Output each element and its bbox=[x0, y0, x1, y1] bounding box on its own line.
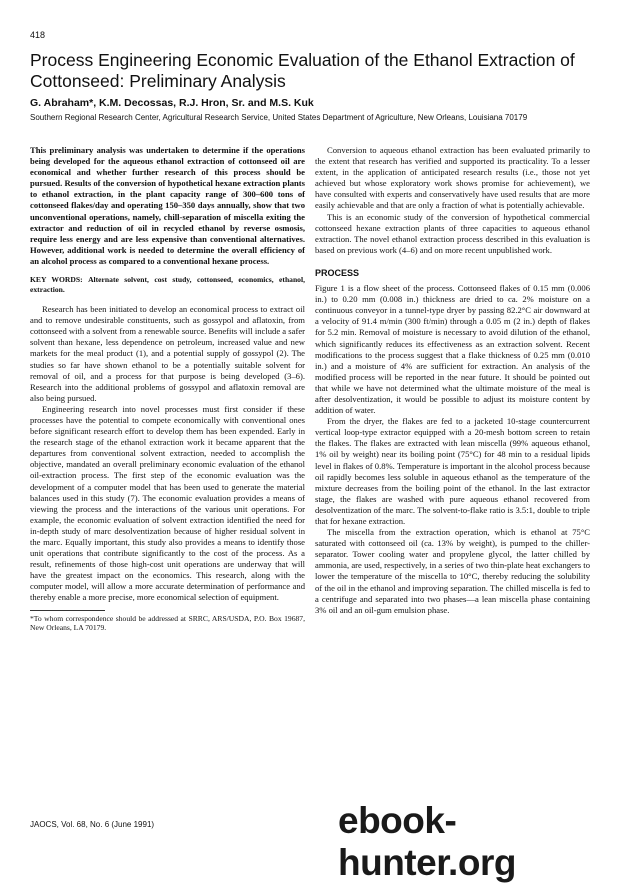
affiliation: Southern Regional Research Center, Agricultural Research Service, United States Department of Agriculture, New Orleans, Louisiana 70179 bbox=[30, 113, 528, 122]
journal-footer: JAOCS, Vol. 68, No. 6 (June 1991) bbox=[30, 820, 155, 829]
author-list: G. Abraham*, K.M. Decossas, R.J. Hron, Sr. and M.S. Kuk bbox=[30, 97, 314, 109]
body-paragraph: Conversion to aqueous ethanol extraction has been evaluated primarily to the extent that research has verified and supported its practicality. To a lesser extent, in the application of anticipated research results (i.e., those not yet achieved but whose exploratory work shows promise for achievement), we have consulted with experts and conservatively have used results that are more easily achievable and that are only a fraction of what is potentially achievable. bbox=[315, 145, 590, 211]
page-number: 418 bbox=[30, 30, 46, 40]
body-paragraph: This is an economic study of the conversion of hypothetical commercial cottonseed hexane extraction plants of three capacities to aqueous ethanol extraction. The novel ethanol extraction process described in this evaluation is based on previous work (4–6) and on more recent unpublished work. bbox=[315, 211, 590, 255]
keywords-label: KEY WORDS: bbox=[30, 275, 83, 285]
keywords-text: Alternate solvent, cost study, cottonseed, economics, ethanol, extraction. bbox=[30, 275, 305, 294]
body-paragraph: Engineering research into novel processes must first consider if these processes have the potential to compete economically with conventional ones before significant research effort to develop them has been expended. Early in the research stage of the ethanol extraction work it became apparent that the departures from conventional solvent extraction, needed to accomplish the objective, mandated an overall preliminary economic evaluation of the ethanol oil-extraction process. The first step of the economic evaluation was the development of a computer model that has been used to generate the material balances used in this study (7). The economic evaluation provides a means of viewing the process and the interactions of the various unit operations. For example, the economic evaluation of solvent extraction identified the need for in-depth study of marc desolventization because of higher residual solvent in the marc. Equally important, this study also provides a means to identify those unit operations that contribute significantly to the cost of the process. As a result, refinements of those high-cost unit operations are underway that will have the greatest impact on the economics. This research, along with the computer model, will allow a more accurate determination of performance and thereby enable a more precise, more economical selection of equipment. bbox=[30, 403, 305, 603]
keywords bbox=[30, 275, 305, 294]
footnote-divider bbox=[30, 610, 105, 611]
body-paragraph: Figure 1 is a flow sheet of the process. Cottonseed flakes of 0.15 mm (0.006 in.) to 0.20 mm (0.008 in.) thickness are dried to ca. 2% moisture on a continuous conveyor in a tunnel-type dryer by passing 82.2°C air downward at a velocity of 91.4 m/min (300 ft/min) through a 0.05 m (2 in.) depth of flakes for 5.2 min. Removal of moisture is necessary to avoid dilution of the ethanol, which significantly reduces its effectiveness as an extraction solvent. Recent modifications to the process suggest that a flake thickness of 0.25 mm (0.010 in.) and a moisture of 4% are sufficient for extraction. An analysis of the modified process will be reported in the near future. It should be pointed out that while we have not determined what the ultimate moisture of the meal is after desolventization, it would be possible to adjust its moisture content by addition of water. bbox=[315, 283, 590, 416]
watermark-text: ebook-hunter.org bbox=[338, 800, 516, 883]
article-title: Process Engineering Economic Evaluation of the Ethanol Extraction of Cottonseed: Preliminary Analysis bbox=[30, 50, 575, 91]
left-column bbox=[30, 145, 305, 633]
correspondence-footnote: *To whom correspondence should be addressed at SRRC, ARS/USDA, P.O. Box 19687, New Orleans, LA 70179. bbox=[30, 613, 305, 633]
section-heading-process: PROCESS bbox=[315, 267, 360, 278]
body-paragraph: From the dryer, the flakes are fed to a jacketed 10-stage countercurrent vertical loop-type extractor equipped with a 20-mesh bottom screen to retain the flakes. The flakes are extracted with lean miscella (99% aqueous ethanol, 1% oil by weight) near its boiling point (75°C) for 48 min to a residual lipids level in flakes of 0.8%. Temperature is important in the alcohol process because oil rapidly becomes less soluble in aqueous ethanol as the temperature of the mixture decreases from the boiling point of the ethanol. In the last extractor stage, the flakes are washed with pure aqueous ethanol recovered from desolventization of the marc. The solvent-to-flake ratio is 3.5:1, double to triple that for hexane extraction. bbox=[315, 416, 590, 526]
abstract: This preliminary analysis was undertaken to determine if the operations being developed for the aqueous ethanol extraction of cottonseed oil are economical and whether further research of this process should be pursued. Results of the conversion of hypothetical hexane extraction plants to ethanol extraction, in the plant capacity range of 300–600 tons of cottonseed flakes/day and operating 150–350 days annually, show that two unconventional operations, namely, chill-separation of miscella exiting the extractor and reduction of oil in recycled ethanol by reverse osmosis, require less energy and are less expensive than conventional alternatives. However, additional work is needed to determine the overall efficiency of an alcohol process as compared to a conventional hexane process. bbox=[30, 145, 305, 266]
right-column bbox=[315, 145, 590, 616]
body-paragraph: Research has been initiated to develop an economical process to extract oil and to remove undesirable constituents, such as gossypol and aflatoxin, from cottonseed with a solvent from a renewable source. Benefits will include a safer solvent than hexane, less dependence on petroleum, increased value and new markets for the meal product (1), and a potential supply of gossypol (2). The studies so far have shown ethanol to be a potentially suitable solvent for removal of oil, and a process for that purpose is being developed (3–6). Research into the additional problems of gossypol and aflatoxin removal are also being pursued. bbox=[30, 304, 305, 403]
body-paragraph: The miscella from the extraction operation, which is ethanol at 75°C saturated with cottonseed oil (ca. 13% by weight), is pumped to the chiller-separator. Tower cooling water and propylene glycol, the latter chilled by ammonia, are used, respectively, in a series of two thin-plate heat exchangers to lower the temperature of the miscella to 10°C, thereby reducing the solubility of the oil in the ethanol and improving separation. The chilled miscella is fed to a centrifuge and separated into two phases—a lean miscella phase containing 3% oil and an oil-gum emulsion phase. bbox=[315, 527, 590, 615]
